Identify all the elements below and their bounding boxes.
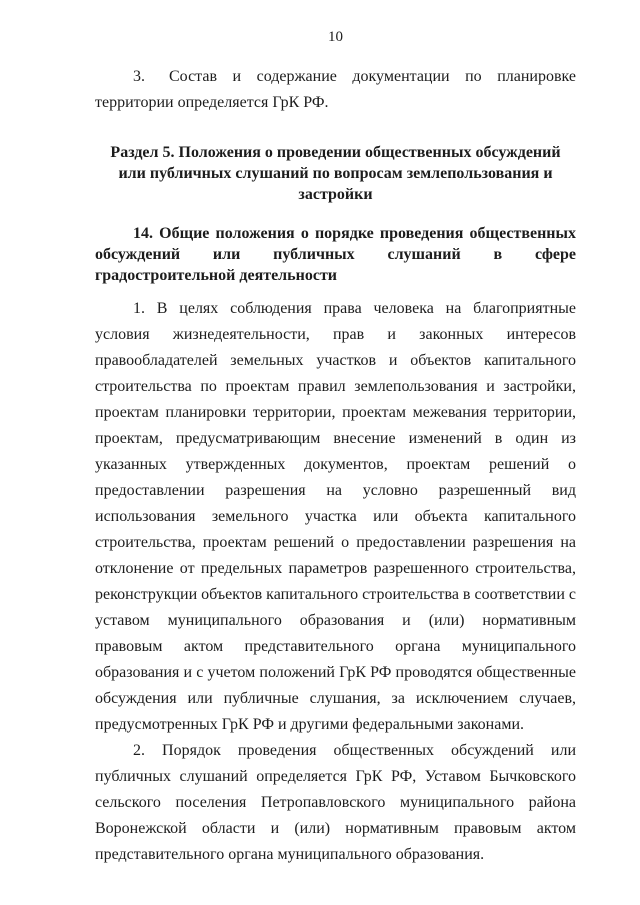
paragraph-3-text: Состав и содержание документации по планировке территории определяется ГрК РФ. <box>95 68 576 111</box>
page-number: 10 <box>328 29 343 45</box>
paragraph-3-number: 3. <box>133 68 145 85</box>
item-14-heading: 14. Общие положения о порядке проведения общественных обсуждений или публичных слушаний в сфере градостроительной деятельности <box>95 225 576 284</box>
paragraph-1: 1. В целях соблюдения права человека на благоприятные условия жизнедеятельности, прав и законных интересов правообладателей земельных участков и объектов капитального строительства по проектам правил землепользования и застройки, проектам планировки территории, проектам межевания территории, проектам, предусматривающим внесение изменений в один из указанных утвержденных документов, проектам решений о предоставлении разрешения на условно разрешенный вид использования земельного участка или объекта капитального строительства, проектам решений о предоставлении разрешения на отклонение от предельных параметров разрешенного строительства, реконструкции объектов капитального строительства в соответствии с уставом муниципального образования и (или) нормативным правовым актом представительного органа муниципального образования и с учетом положений ГрК РФ проводятся общественные обсуждения или публичные слушания, за исключением случаев, предусмотренных ГрК РФ и другими федеральными законами. <box>95 300 576 733</box>
section-5-heading: Раздел 5. Положения о проведении общественных обсуждений или публичных слушаний по вопросам землепользования и застройки <box>110 144 561 203</box>
paragraph-3 <box>95 64 576 116</box>
paragraph-2: 2. Порядок проведения общественных обсуждений или публичных слушаний определяется ГрК РФ, Уставом Бычковского сельского поселения Петропавловского муниципального района Воронежской области и (или) нормативным правовым актом представительного органа муниципального образования. <box>95 742 576 863</box>
